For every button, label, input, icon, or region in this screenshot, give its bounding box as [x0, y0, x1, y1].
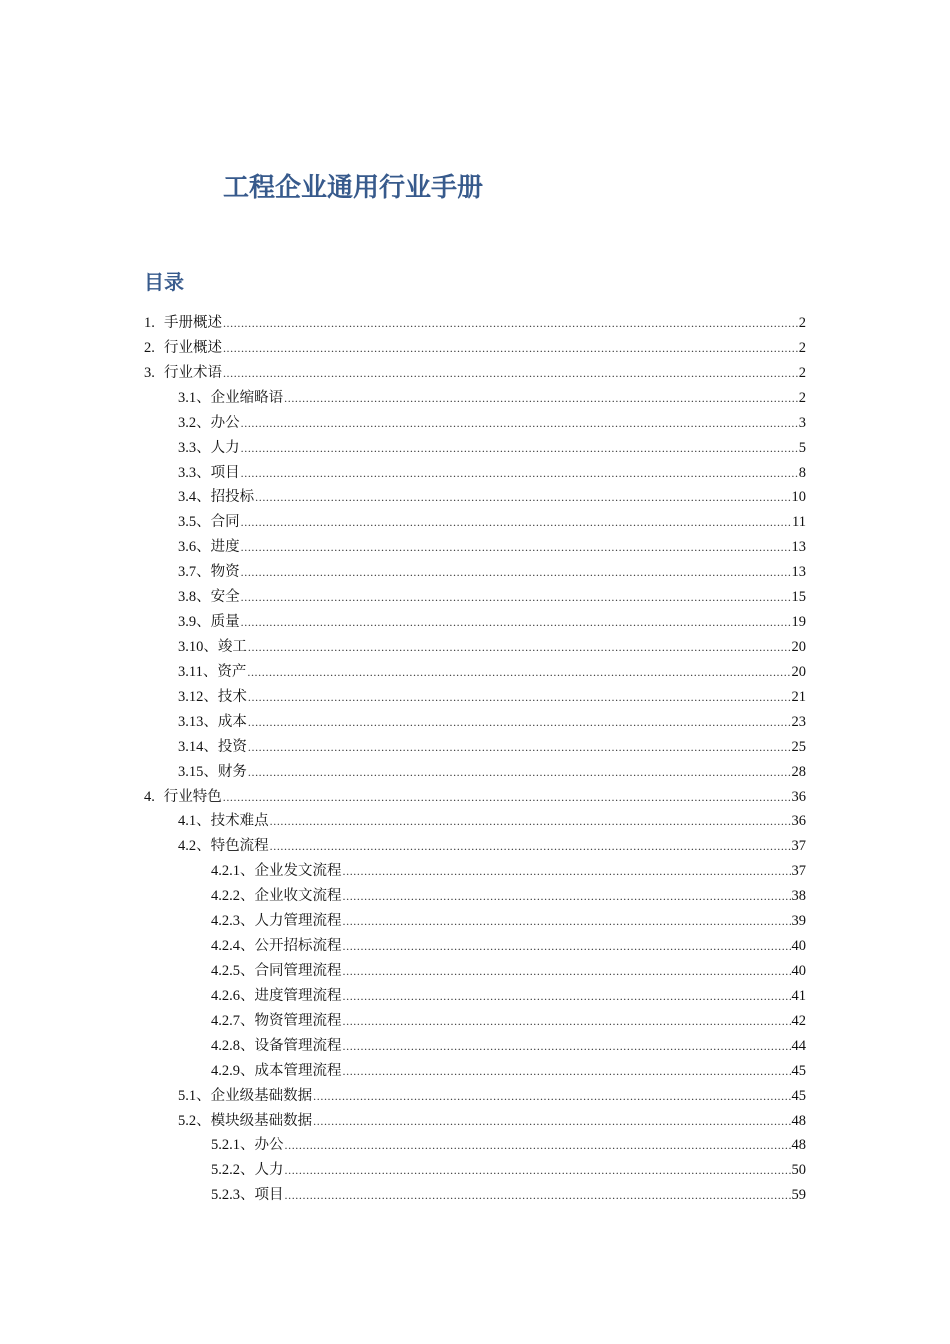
toc-entry[interactable]: 3.12 、 技术 ..... 21	[144, 685, 806, 710]
toc-entry-title: 企业级基础数据	[210, 1087, 313, 1104]
toc-entry[interactable]	[144, 1109, 806, 1134]
toc-leader	[285, 1183, 791, 1208]
toc-entry-page: 2	[798, 315, 806, 331]
toc-entry[interactable]: 4.2.3 、 人力管理流程 ..... 39	[144, 909, 806, 934]
toc-leader	[241, 436, 798, 461]
toc-entry-title: 技术	[217, 688, 247, 705]
toc-entry[interactable]: 4.2.5 、 合同管理流程 ..... 40	[144, 959, 806, 984]
toc-entry-title: 成本	[217, 713, 247, 730]
toc-entry-number: 4.2.1	[211, 863, 240, 880]
toc-leader	[223, 785, 791, 810]
toc-entry-number: 3.5	[178, 514, 197, 531]
toc-entry[interactable]: 3.2 、 办公 ..... 3	[144, 411, 806, 436]
toc-entry[interactable]: 3.14 、 投资 ..... 25	[144, 735, 806, 760]
toc-entry-title: 模块级基础数据	[210, 1112, 313, 1129]
toc-entry-title: 特色流程	[210, 838, 269, 855]
toc-entry-title: 竣工	[217, 638, 247, 655]
toc-entry[interactable]: 3.3 、 项目 ..... 8	[144, 461, 806, 486]
toc-leader	[248, 685, 791, 710]
toc-entry-title: 办公	[254, 1137, 284, 1154]
toc-entry[interactable]: 4.2.7 、 物资管理流程 ..... 42	[144, 1009, 806, 1034]
toc-entry-number: 5.2、	[178, 1112, 211, 1129]
toc-entry-title: 企业发文流程	[254, 863, 342, 880]
toc-entry-title: 企业缩略语	[210, 389, 284, 406]
toc-entry-number: 4.2.7	[211, 1012, 240, 1029]
toc-entry[interactable]: 4.2.9 、 成本管理流程 ..... 45	[144, 1059, 806, 1084]
toc-leader	[343, 934, 791, 959]
toc-entry-page: 20	[791, 638, 806, 655]
toc-entry-number: 3.1	[178, 389, 197, 406]
toc-entry-title: 成本管理流程	[254, 1062, 342, 1079]
toc-entry-page: 45	[791, 1062, 806, 1079]
toc-entry-page: 50	[791, 1162, 806, 1179]
toc-leader	[241, 610, 791, 635]
toc-entry-title: 合同	[210, 514, 240, 531]
toc-entry-title: 财务	[217, 763, 247, 780]
toc-entry-number: 5.1、	[178, 1087, 211, 1104]
toc-entry-number: 4.2.2	[211, 888, 240, 905]
toc-entry-page: 44	[791, 1037, 806, 1054]
toc-entry-number: 4.2	[178, 838, 197, 855]
toc-leader	[255, 485, 790, 510]
toc-entry[interactable]: 5.2.3 、 项目 ..... 59	[144, 1183, 806, 1208]
toc-leader	[270, 834, 791, 859]
toc-entry-number: 4.2.9	[211, 1062, 240, 1079]
toc-leader	[241, 535, 791, 560]
toc-entry-number: 5.2.2	[211, 1162, 240, 1179]
toc-leader	[343, 984, 791, 1009]
toc-entry[interactable]: 3.15 、 财务 ..... 28	[144, 760, 806, 785]
toc-entry-number: 3.4	[178, 489, 197, 506]
toc-entry-page: 10	[791, 489, 806, 506]
toc-entry-title: 资产	[217, 663, 247, 680]
toc-leader	[223, 336, 798, 361]
toc-entry-page: 3	[798, 414, 806, 431]
toc-entry[interactable]: 4.1 、 技术难点 ..... 36	[144, 809, 806, 834]
toc-entry-page: 38	[791, 888, 806, 905]
toc-leader	[248, 760, 791, 785]
toc-entry[interactable]: 3.3 、 人力 ..... 5	[144, 436, 806, 461]
toc-entry-number: 3.12	[178, 688, 204, 705]
toc-entry[interactable]	[144, 311, 806, 336]
toc-entry-number: 3.8	[178, 589, 197, 606]
toc-entry-title: 进度管理流程	[254, 987, 342, 1004]
toc-leader	[241, 411, 798, 436]
toc-heading: 目录	[144, 270, 184, 294]
toc-entry-title: 设备管理流程	[254, 1037, 342, 1054]
toc-entry-number: 3.14	[178, 738, 204, 755]
toc-entry-number: 4.2.6	[211, 987, 240, 1004]
toc-entry-page: 19	[791, 614, 806, 631]
toc-leader	[285, 1158, 791, 1183]
toc-entry[interactable]: 3.6 、 进度 ..... 13	[144, 535, 806, 560]
toc-leader	[313, 1084, 790, 1109]
toc-entry[interactable]	[144, 336, 806, 361]
toc-leader	[343, 1059, 791, 1084]
toc-entry-number: 3.15	[178, 763, 204, 780]
toc-entry-page: 40	[791, 938, 806, 955]
toc-entry-number: 4.2.5	[211, 962, 240, 979]
toc-entry-number: 3.13	[178, 713, 204, 730]
toc-entry-number: 4.2.8	[211, 1037, 240, 1054]
toc-entry-number: 3.9	[178, 614, 197, 631]
toc-entry-page: 8	[798, 464, 806, 481]
toc-leader	[248, 635, 791, 660]
toc-entry-page: 23	[791, 713, 806, 730]
toc-entry[interactable]: 3.10 、 竣工 ..... 20	[144, 635, 806, 660]
toc-leader	[343, 884, 791, 909]
toc-entry[interactable]: 3.8 、 安全 ..... 15	[144, 585, 806, 610]
toc-entry-page: 20	[791, 663, 806, 680]
toc-leader	[241, 560, 791, 585]
toc-entry-page: 13	[791, 539, 806, 556]
toc-entry-number: 3.3	[178, 464, 197, 481]
toc-leader	[343, 1034, 791, 1059]
toc-leader	[270, 809, 791, 834]
toc-entry-number: 1.	[144, 315, 155, 331]
toc-entry-number: 3.3	[178, 439, 197, 456]
toc-leader	[223, 311, 798, 336]
toc-entry[interactable]: 3.13 、 成本 ..... 23	[144, 710, 806, 735]
toc-entry-title: 合同管理流程	[254, 962, 342, 979]
toc-entry-title: 手册概述	[163, 315, 222, 331]
toc-entry-page: 42	[791, 1012, 806, 1029]
toc-entry-page: 2	[798, 389, 806, 406]
toc-entry-number: 3.11	[178, 663, 203, 680]
toc-entry-page: 13	[791, 564, 806, 581]
toc-leader	[241, 461, 798, 486]
toc-entry-title: 安全	[210, 589, 240, 606]
toc-entry[interactable]: 3.5 、 合同 ..... 11	[144, 510, 806, 535]
toc-entry[interactable]: 3.7 、 物资 ..... 13	[144, 560, 806, 585]
toc-entry-number: 3.7	[178, 564, 197, 581]
toc-entry-title: 项目	[254, 1187, 284, 1204]
toc-entry-title: 进度	[210, 539, 240, 556]
toc-entry-page: 37	[791, 863, 806, 880]
toc-entry-title: 人力	[254, 1162, 284, 1179]
toc-entry-title: 人力	[210, 439, 240, 456]
toc-entry[interactable]: 5.2.2 、 人力 ..... 50	[144, 1158, 806, 1183]
toc-entry-title: 投资	[217, 738, 247, 755]
toc-entry-title: 行业特色	[163, 788, 222, 805]
toc-leader	[247, 660, 790, 685]
toc-entry-number: 4.	[144, 788, 155, 805]
toc-entry-page: 41	[791, 987, 806, 1004]
toc-entry[interactable]: 3.11 、 资产 ..... 20	[144, 660, 806, 685]
toc-entry-number: 5.2.3	[211, 1187, 240, 1204]
toc-entry-title: 招投标	[210, 489, 255, 506]
toc-entry-page: 37	[791, 838, 806, 855]
toc-entry-title: 公开招标流程	[254, 938, 342, 955]
toc-entry[interactable]	[144, 1084, 806, 1109]
toc-entry-number: 5.2.1	[211, 1137, 240, 1154]
toc-entry-number: 3.10	[178, 638, 204, 655]
toc-entry-page: 48	[791, 1137, 806, 1154]
toc-leader	[248, 710, 791, 735]
toc-entry[interactable]: 4.2 、 特色流程 ..... 37	[144, 834, 806, 859]
toc-leader	[313, 1109, 790, 1134]
toc-entry-title: 质量	[210, 614, 240, 631]
toc-entry-page: 2	[798, 364, 806, 381]
toc-leader	[248, 735, 791, 760]
toc-entry[interactable]	[144, 785, 806, 810]
toc-entry-number: 3.2	[178, 414, 197, 431]
toc-entry-title: 行业术语	[163, 364, 222, 381]
toc-entry[interactable]: 4.2.6 、 进度管理流程 ..... 41	[144, 984, 806, 1009]
toc-entry-page: 36	[791, 813, 806, 830]
toc-entry-number: 4.2.4	[211, 938, 240, 955]
toc-entry-title: 办公	[210, 414, 240, 431]
document-title: 工程企业通用行业手册	[223, 173, 484, 203]
toc-leader	[343, 909, 791, 934]
table-of-contents	[144, 311, 806, 1208]
toc-entry-page: 2	[798, 339, 806, 356]
toc-entry-page: 21	[791, 688, 806, 705]
toc-entry-page: 39	[791, 913, 806, 930]
toc-entry-page: 5	[798, 439, 806, 456]
toc-entry-page: 11	[792, 514, 806, 531]
toc-leader	[343, 859, 791, 884]
toc-leader	[343, 959, 791, 984]
toc-entry-title: 物资管理流程	[254, 1012, 342, 1029]
toc-leader	[223, 361, 798, 386]
toc-entry-title: 企业收文流程	[254, 888, 342, 905]
toc-entry-number: 3.6	[178, 539, 197, 556]
toc-leader	[343, 1009, 791, 1034]
toc-entry-title: 物资	[210, 564, 240, 581]
toc-entry-number: 3.	[144, 364, 155, 381]
toc-entry-page: 45	[791, 1087, 806, 1104]
toc-leader	[241, 585, 791, 610]
toc-entry-page: 15	[791, 589, 806, 606]
toc-entry-page: 25	[791, 738, 806, 755]
toc-entry[interactable]: 5.2.1 、 办公 ..... 48	[144, 1133, 806, 1158]
toc-entry-title: 项目	[210, 464, 240, 481]
toc-leader	[241, 510, 791, 535]
toc-entry-page: 59	[791, 1187, 806, 1204]
toc-entry-title: 技术难点	[210, 813, 269, 830]
toc-entry-number: 2.	[144, 339, 155, 356]
toc-leader	[284, 386, 798, 411]
toc-entry-page: 36	[791, 788, 806, 805]
toc-leader	[285, 1133, 791, 1158]
toc-entry[interactable]: 3.4 、 招投标 ..... 10	[144, 485, 806, 510]
toc-entry-page: 40	[791, 962, 806, 979]
toc-entry-page: 48	[791, 1112, 806, 1129]
toc-entry-number: 4.2.3	[211, 913, 240, 930]
toc-entry[interactable]	[144, 361, 806, 386]
toc-entry-title: 人力管理流程	[254, 913, 342, 930]
toc-entry[interactable]: 3.1 、 企业缩略语 ..... 2	[144, 386, 806, 411]
toc-entry[interactable]: 3.9 、 质量 ..... 19	[144, 610, 806, 635]
toc-entry[interactable]: 4.2.1 、 企业发文流程 ..... 37	[144, 859, 806, 884]
toc-entry-page: 28	[791, 763, 806, 780]
toc-entry[interactable]: 4.2.4 、 公开招标流程 ..... 40	[144, 934, 806, 959]
toc-entry[interactable]: 4.2.2 、 企业收文流程 ..... 38	[144, 884, 806, 909]
toc-entry-number: 4.1	[178, 813, 197, 830]
toc-entry[interactable]: 4.2.8 、 设备管理流程 ..... 44	[144, 1034, 806, 1059]
toc-entry-title: 行业概述	[163, 339, 222, 356]
